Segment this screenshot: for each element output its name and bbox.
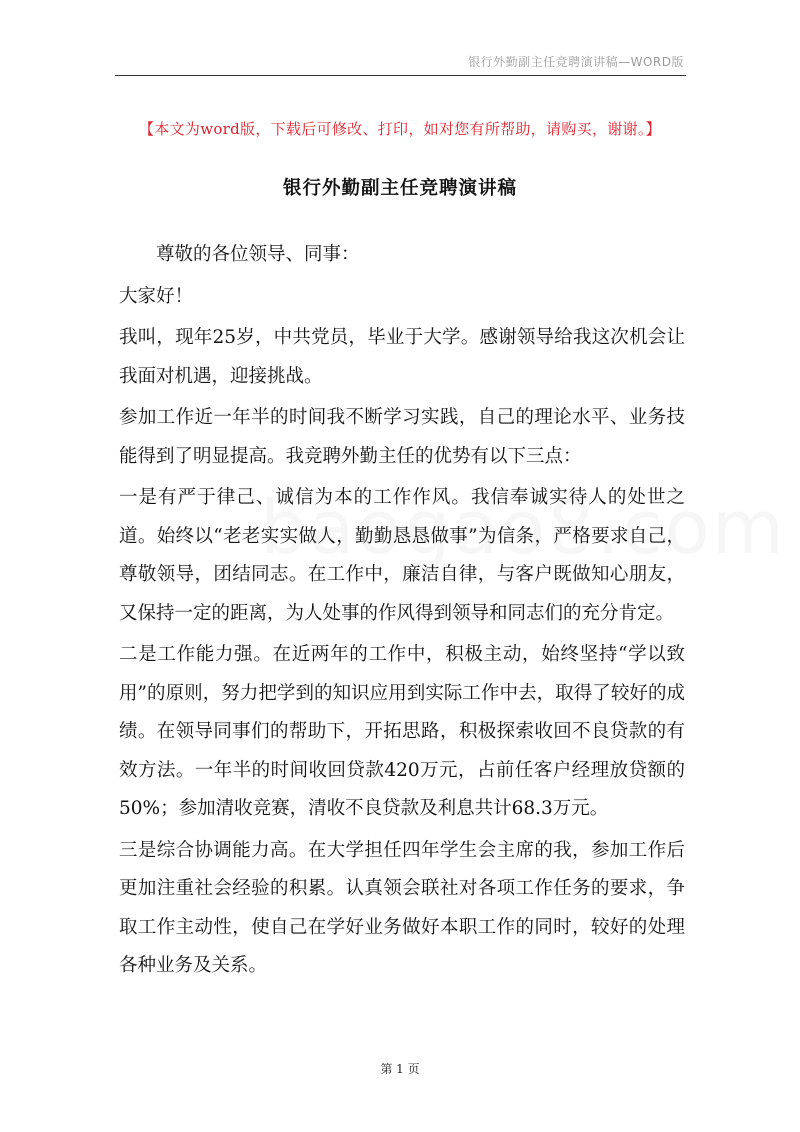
salutation: 尊敬的各位领导、同事： bbox=[156, 244, 360, 265]
paragraph-overview: 参加工作近一年半的时间我不断学习实践，自己的理论水平、业务技能得到了明显提高。我竞聘外勤主任的优势有以下三点： bbox=[119, 407, 685, 467]
paragraph-point-one: 一是有严于律己、诚信为本的工作作风。我信奉诚实待人的处世之道。始终以“老老实实做人，勤勤恳恳做事”为信条，严格要求自己，尊敬领导，团结同志。在工作中，廉洁自律，与客户既做知心朋友，又保持一定的距离，为人处事的作风得到领导和同志们的充分肯定。 bbox=[119, 487, 685, 624]
header-divider bbox=[115, 75, 686, 76]
download-notice: 【本文为word版，下载后可修改、打印，如对您有所帮助，请购买，谢谢。】 bbox=[139, 120, 661, 138]
paragraph-intro: 我叫，现年25岁，中共党员，毕业于大学。感谢领导给我这次机会让我面对机遇，迎接挑战。 bbox=[119, 327, 685, 387]
greeting: 大家好！ bbox=[119, 285, 194, 307]
document-body bbox=[119, 236, 685, 989]
page-number: 第 1 页 bbox=[380, 1062, 420, 1076]
document-title: 银行外勤副主任竞聘演讲稿 bbox=[282, 178, 517, 199]
page-header-text: 银行外勤副主任竞聘演讲稿—WORD版 bbox=[468, 55, 684, 69]
paragraph-point-two: 二是工作能力强。在近两年的工作中，积极主动，始终坚持“学以致用”的原则，努力把学到的知识应用到实际工作中去，取得了较好的成绩。在领导同事们的帮助下，开拓思路，积极探索收回不良贷款的有效方法。一年半的时间收回贷款420万元，占前任客户经理放贷额的50%；参加清收竞赛，清收不良贷款及利息共计68.3万元。 bbox=[119, 644, 685, 819]
paragraph-point-three: 三是综合协调能力高。在大学担任四年学生会主席的我，参加工作后更加注重社会经验的积累。认真领会联社对各项工作任务的要求，争取工作主动性，使自己在学好业务做好本职工作的同时，较好的处理各种业务及关系。 bbox=[119, 839, 685, 976]
